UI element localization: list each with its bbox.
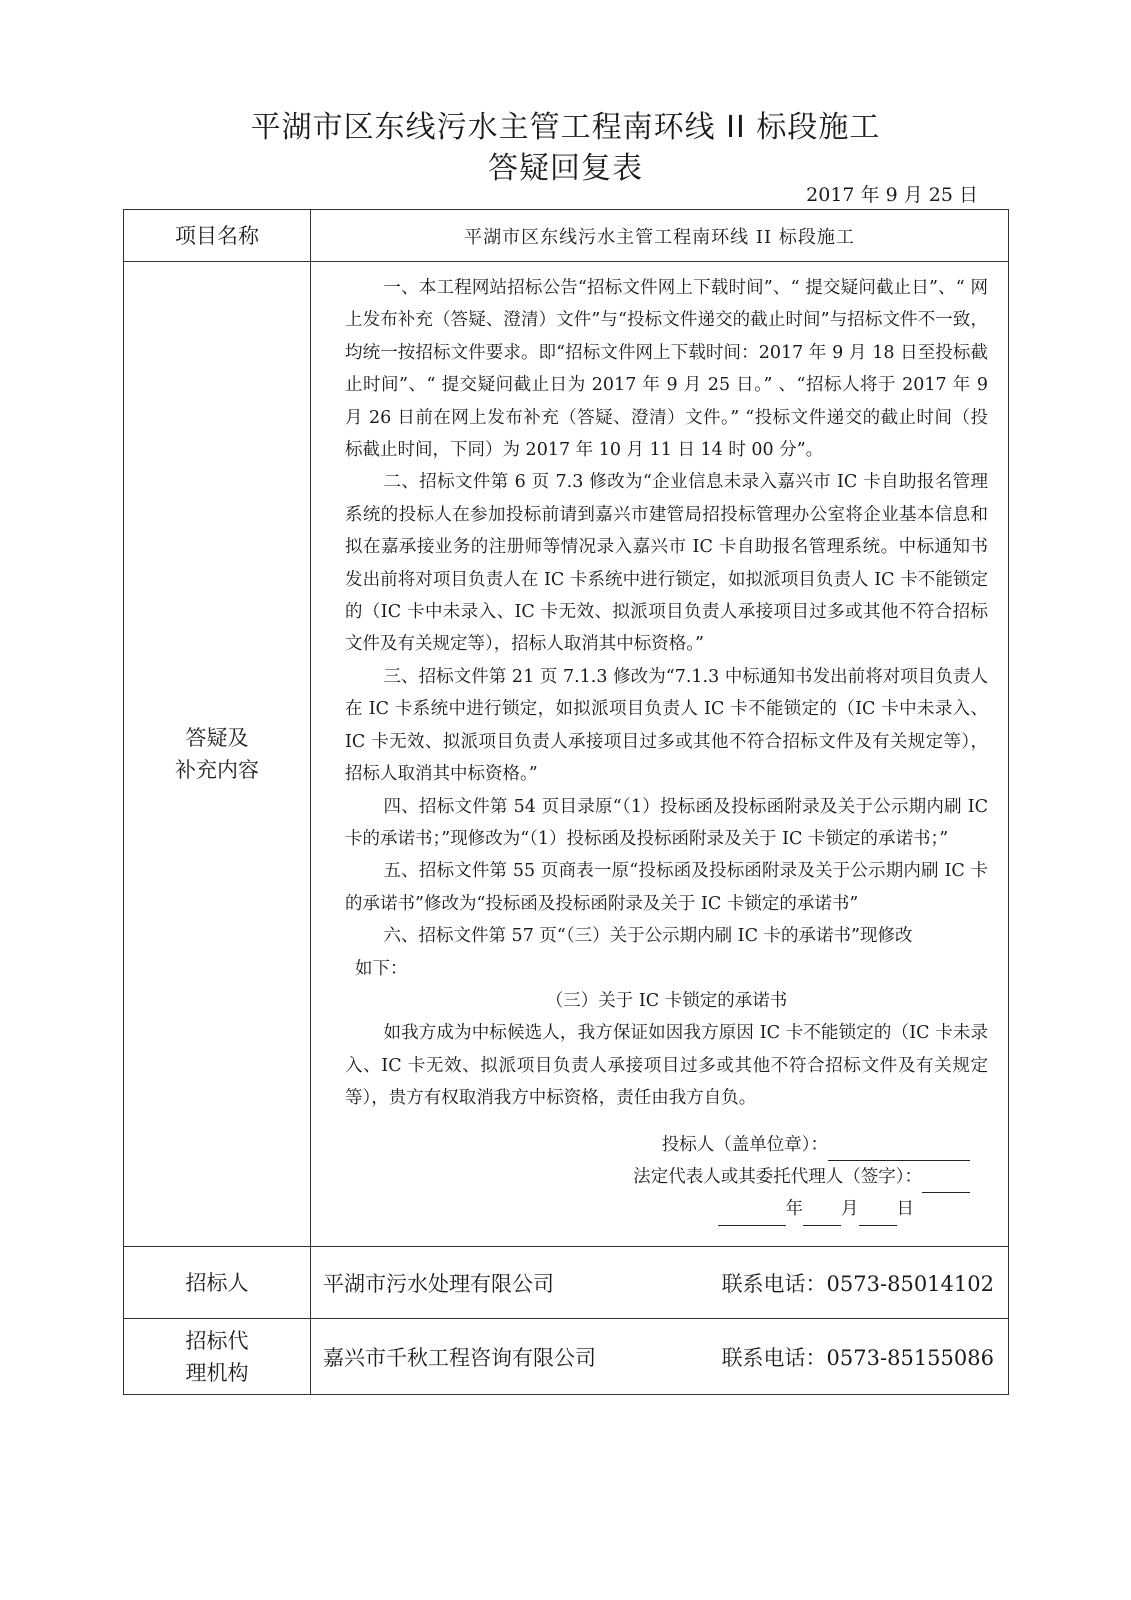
paragraph-6b: 如下：: [355, 958, 408, 979]
content-cell: [311, 262, 1009, 1247]
paragraph-6: 六、招标文件第 57 页“（三）关于公示期内刷 IC 卡的承诺书”现修改: [383, 926, 913, 947]
document-date: 2017 年 9 月 25 日: [806, 184, 978, 206]
signature-block: [345, 1129, 988, 1226]
agency-label: [124, 1319, 311, 1395]
month-blank: [803, 1203, 841, 1226]
content-label-line2: 补充内容: [175, 758, 259, 782]
project-value: 平湖市区东线污水主管工程南环线 II 标段施工: [311, 210, 1009, 262]
reply-table: [123, 209, 1009, 1395]
paragraph-2: 二、招标文件第 6 页 7.3 修改为“企业信息未录入嘉兴市 IC 卡自助报名管理系统的投标人在参加投标前请到嘉兴市建管局招投标管理办公室将企业基本信息和拟在嘉承接业务的注册师等情况录入嘉兴市 IC 卡自助报名管理系统。中标通知书发出前将对项目负责人在 IC 卡系统中进行锁定，如拟派项目负责人 IC 卡不能锁定的（IC 卡中未录入、IC 卡无效、拟派项目负责人承接项目过多或其他不符合招标文件及有关规定等），招标人取消其中标资格。”: [345, 472, 988, 655]
tenderer-cell: [311, 1247, 1009, 1319]
day-label: 日: [896, 1199, 914, 1220]
sign-bidder-blank: [828, 1138, 970, 1161]
agency-phone: 联系电话：0573-85155086: [721, 1345, 994, 1370]
year-blank: [718, 1203, 786, 1226]
content-label-line1: 答疑及: [185, 726, 249, 750]
paragraph-5: 五、招标文件第 55 页商表一原“投标函及投标函附录及关于公示期内刷 IC 卡的承诺书”修改为“投标函及投标函附录及关于 IC 卡锁定的承诺书”: [345, 861, 988, 914]
tenderer-label: 招标人: [124, 1247, 311, 1319]
day-blank: [859, 1203, 897, 1226]
document-subtitle: 答疑回复表: [488, 151, 643, 186]
project-label: 项目名称: [124, 210, 311, 262]
paragraph-4: 四、招标文件第 54 页目录原“（1）投标函及投标函附录及关于公示期内刷 IC 卡的承诺书；”现修改为“（1）投标函及投标函附录及关于 IC 卡锁定的承诺书；”: [345, 796, 988, 849]
document-title: 平湖市区东线污水主管工程南环线 II 标段施工: [250, 110, 881, 145]
content-body: [311, 262, 1008, 1230]
year-label: 年: [785, 1199, 803, 1220]
sign-rep-label: 法定代表人或其委托代理人（签字）：: [633, 1166, 922, 1187]
tenderer-name: 平湖市污水处理有限公司: [323, 1271, 554, 1296]
content-row: [124, 262, 1009, 1247]
content-label: [124, 262, 311, 1247]
project-row: [124, 210, 1009, 262]
paragraph-3: 三、招标文件第 21 页 7.1.3 修改为“7.1.3 中标通知书发出前将对项目负责人在 IC 卡系统中进行锁定，如拟派项目负责人 IC 卡不能锁定的（IC 卡中未录入、IC 卡无效、拟派项目负责人承接项目过多或其他不符合招标文件及有关规定等），招标人取消其中标资格。”: [345, 666, 988, 785]
sign-rep-line: [345, 1161, 970, 1193]
sign-rep-blank: [922, 1170, 970, 1193]
sign-date-line: [345, 1193, 970, 1225]
agency-label-line2: 理机构: [185, 1360, 249, 1385]
agency-name: 嘉兴市千秋工程咨询有限公司: [323, 1345, 596, 1370]
sign-bidder-line: [345, 1129, 970, 1161]
letter-title: （三）关于 IC 卡锁定的承诺书: [545, 990, 788, 1011]
paragraph-1: 一、本工程网站招标公告“招标文件网上下载时间”、“ 提交疑问截止日”、“ 网上发布补充（答疑、澄清）文件”与“投标文件递交的截止时间”与招标文件不一致，均统一按招标文件要求。即“招标文件网上下载时间：2017 年 9 月 18 日至投标截止时间”、“ 提交疑问截止日为 2017 年 9 月 25 日。” 、“招标人将于 2017 年 9 月 26 日前在网上发布补充（答疑、澄清）文件。” “投标文件递交的截止时间（投标截止时间，下同）为 2017 年 10 月 11 日 14 时 00 分”。: [345, 278, 988, 461]
sign-bidder-label: 投标人（盖单位章）：: [661, 1134, 828, 1155]
tenderer-phone: 联系电话：0573-85014102: [721, 1271, 994, 1296]
letter-body: 如我方成为中标候选人，我方保证如因我方原因 IC 卡不能锁定的（IC 卡未录入、IC 卡无效、拟派项目负责人承接项目过多或其他不符合招标文件及有关规定等），贵方有权取消我方中标资格，责任由我方自负。: [345, 1023, 988, 1109]
tenderer-row: [124, 1247, 1009, 1319]
agency-label-line1: 招标代: [185, 1328, 249, 1353]
agency-row: [124, 1319, 1009, 1395]
agency-cell: [311, 1319, 1009, 1395]
month-label: 月: [841, 1199, 859, 1220]
